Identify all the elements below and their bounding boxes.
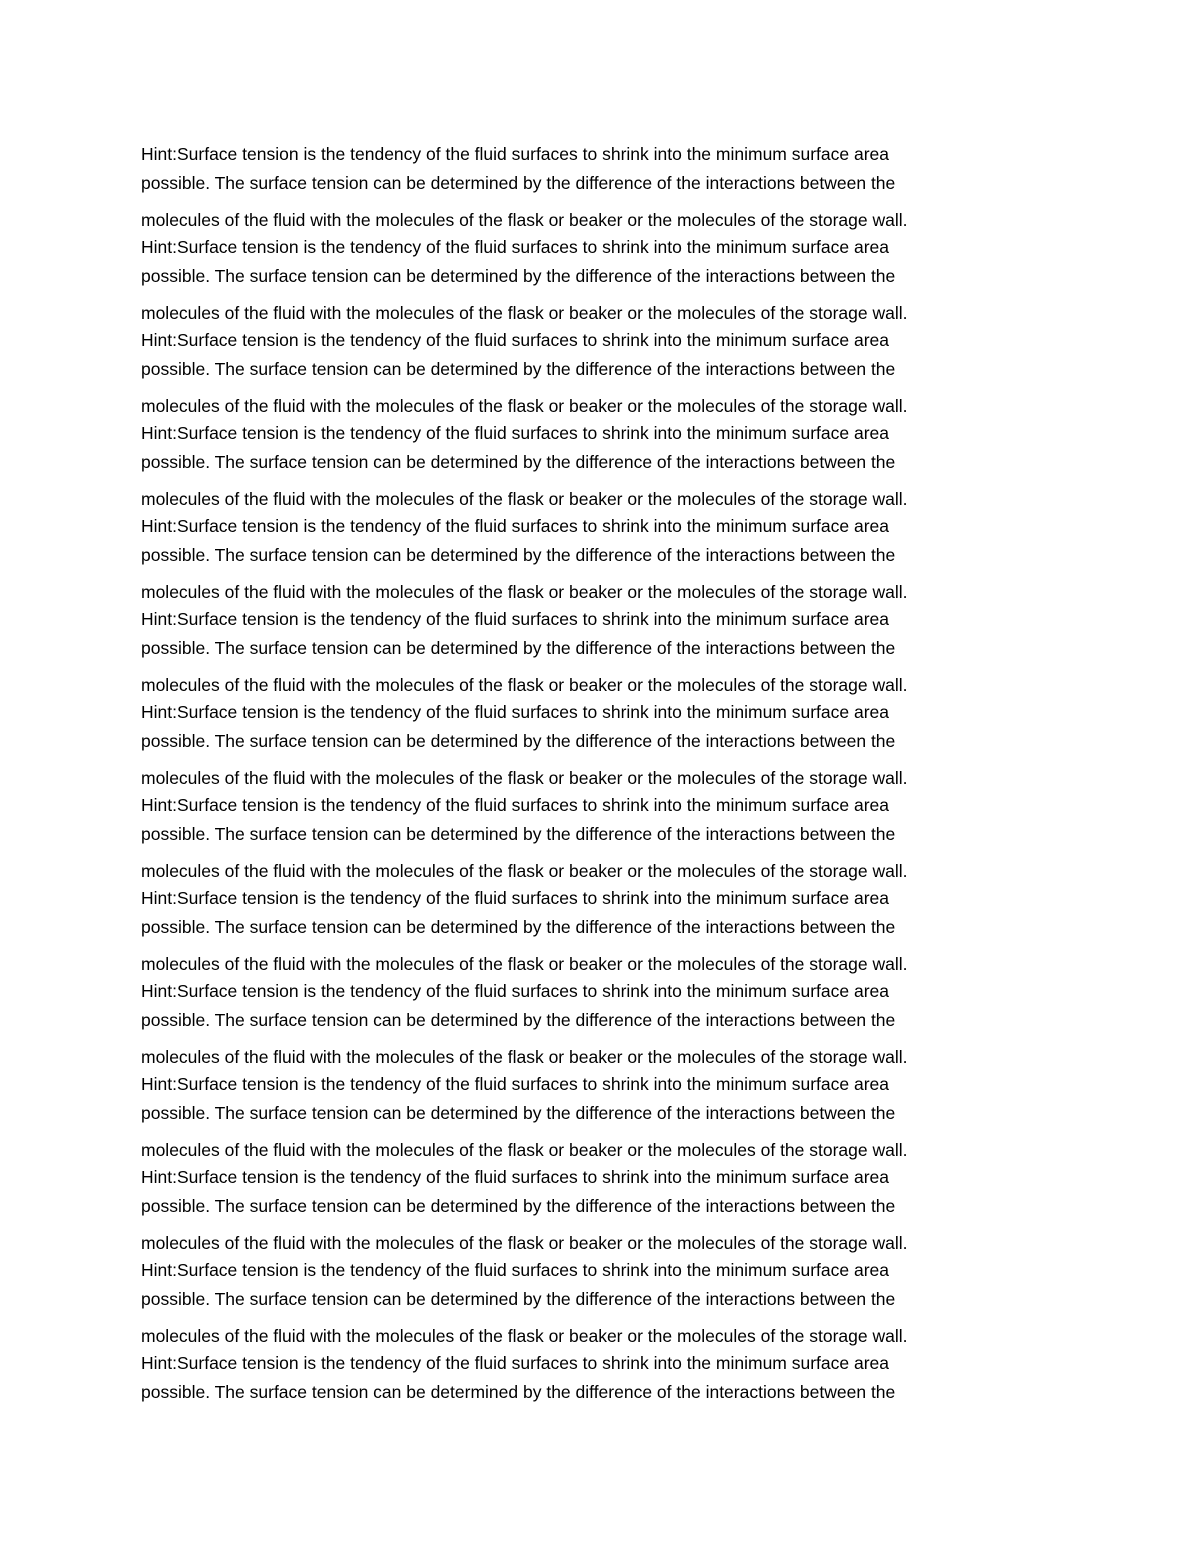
paragraph-line: Hint:Surface tension is the tendency of the fluid surfaces to shrink into the minimum surface area bbox=[141, 609, 890, 629]
paragraph-line: possible. The surface tension can be determined by the difference of the interactions between the bbox=[141, 1010, 896, 1030]
hint-paragraph bbox=[141, 1349, 1041, 1407]
paragraph-line: molecules of the fluid with the molecules of the flask or beaker or the molecules of the storage wall. bbox=[141, 675, 908, 695]
hint-paragraph bbox=[141, 977, 1041, 1070]
hint-paragraph bbox=[141, 1163, 1041, 1256]
paragraph-line: molecules of the fluid with the molecules of the flask or beaker or the molecules of the storage wall. bbox=[141, 954, 908, 974]
hint-paragraph bbox=[141, 233, 1041, 326]
paragraph-line: Hint:Surface tension is the tendency of the fluid surfaces to shrink into the minimum surface area bbox=[141, 888, 890, 908]
paragraph-line: Hint:Surface tension is the tendency of the fluid surfaces to shrink into the minimum surface area bbox=[141, 237, 890, 257]
paragraph-line: possible. The surface tension can be determined by the difference of the interactions between the bbox=[141, 173, 896, 193]
paragraph-line: Hint:Surface tension is the tendency of the fluid surfaces to shrink into the minimum surface area bbox=[141, 1167, 890, 1187]
paragraph-line: molecules of the fluid with the molecules of the flask or beaker or the molecules of the storage wall. bbox=[141, 861, 908, 881]
paragraph-line: molecules of the fluid with the molecules of the flask or beaker or the molecules of the storage wall. bbox=[141, 396, 908, 416]
paragraph-line: molecules of the fluid with the molecules of the flask or beaker or the molecules of the storage wall. bbox=[141, 1047, 908, 1067]
paragraph-line: possible. The surface tension can be determined by the difference of the interactions between the bbox=[141, 1196, 896, 1216]
paragraph-line: molecules of the fluid with the molecules of the flask or beaker or the molecules of the storage wall. bbox=[141, 768, 908, 788]
hint-paragraph bbox=[141, 698, 1041, 791]
paragraph-line: molecules of the fluid with the molecules of the flask or beaker or the molecules of the storage wall. bbox=[141, 1326, 908, 1346]
paragraph-line: Hint:Surface tension is the tendency of the fluid surfaces to shrink into the minimum surface area bbox=[141, 1353, 890, 1373]
paragraph-line: Hint:Surface tension is the tendency of the fluid surfaces to shrink into the minimum surface area bbox=[141, 330, 890, 350]
hint-paragraph bbox=[141, 884, 1041, 977]
paragraph-line: Hint:Surface tension is the tendency of the fluid surfaces to shrink into the minimum surface area bbox=[141, 795, 890, 815]
paragraph-line: molecules of the fluid with the molecules of the flask or beaker or the molecules of the storage wall. bbox=[141, 210, 908, 230]
paragraph-line: Hint:Surface tension is the tendency of the fluid surfaces to shrink into the minimum surface area bbox=[141, 423, 890, 443]
hint-paragraph bbox=[141, 512, 1041, 605]
paragraph-line: molecules of the fluid with the molecules of the flask or beaker or the molecules of the storage wall. bbox=[141, 1140, 908, 1160]
hint-paragraph bbox=[141, 605, 1041, 698]
paragraph-line: possible. The surface tension can be determined by the difference of the interactions between the bbox=[141, 731, 896, 751]
paragraph-line: possible. The surface tension can be determined by the difference of the interactions between the bbox=[141, 1289, 896, 1309]
hint-paragraph bbox=[141, 1070, 1041, 1163]
paragraph-line: molecules of the fluid with the molecules of the flask or beaker or the molecules of the storage wall. bbox=[141, 303, 908, 323]
paragraph-line: possible. The surface tension can be determined by the difference of the interactions between the bbox=[141, 545, 896, 565]
hint-paragraph bbox=[141, 791, 1041, 884]
hint-paragraph bbox=[141, 140, 1041, 233]
paragraph-line: possible. The surface tension can be determined by the difference of the interactions between the bbox=[141, 1103, 896, 1123]
paragraph-line: molecules of the fluid with the molecules of the flask or beaker or the molecules of the storage wall. bbox=[141, 1233, 908, 1253]
hint-paragraph bbox=[141, 326, 1041, 419]
paragraph-line: possible. The surface tension can be determined by the difference of the interactions between the bbox=[141, 638, 896, 658]
hint-paragraph bbox=[141, 419, 1041, 512]
paragraph-line: possible. The surface tension can be determined by the difference of the interactions between the bbox=[141, 266, 896, 286]
paragraph-line: possible. The surface tension can be determined by the difference of the interactions between the bbox=[141, 824, 896, 844]
paragraph-line: Hint:Surface tension is the tendency of the fluid surfaces to shrink into the minimum surface area bbox=[141, 1074, 890, 1094]
document-body bbox=[141, 140, 1041, 1407]
paragraph-line: possible. The surface tension can be determined by the difference of the interactions between the bbox=[141, 917, 896, 937]
paragraph-line: possible. The surface tension can be determined by the difference of the interactions between the bbox=[141, 452, 896, 472]
paragraph-line: Hint:Surface tension is the tendency of the fluid surfaces to shrink into the minimum surface area bbox=[141, 1260, 890, 1280]
paragraph-line: molecules of the fluid with the molecules of the flask or beaker or the molecules of the storage wall. bbox=[141, 489, 908, 509]
paragraph-line: molecules of the fluid with the molecules of the flask or beaker or the molecules of the storage wall. bbox=[141, 582, 908, 602]
hint-paragraph bbox=[141, 1256, 1041, 1349]
paragraph-line: Hint:Surface tension is the tendency of the fluid surfaces to shrink into the minimum surface area bbox=[141, 702, 890, 722]
paragraph-line: possible. The surface tension can be determined by the difference of the interactions between the bbox=[141, 359, 896, 379]
paragraph-line: Hint:Surface tension is the tendency of the fluid surfaces to shrink into the minimum surface area bbox=[141, 981, 890, 1001]
paragraph-line: Hint:Surface tension is the tendency of the fluid surfaces to shrink into the minimum surface area bbox=[141, 516, 890, 536]
paragraph-line: Hint:Surface tension is the tendency of the fluid surfaces to shrink into the minimum surface area bbox=[141, 144, 890, 164]
paragraph-line: possible. The surface tension can be determined by the difference of the interactions between the bbox=[141, 1382, 896, 1402]
